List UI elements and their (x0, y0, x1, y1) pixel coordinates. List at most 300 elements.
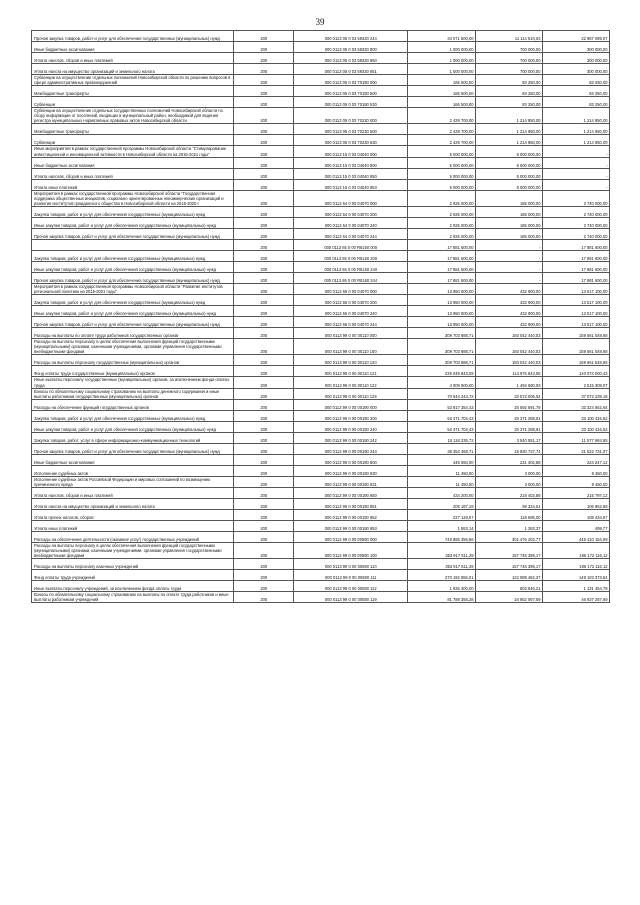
row-remaining: 13 517 100,00 (543, 306, 610, 317)
row-executed: 301 476 202,77 (476, 531, 543, 542)
row-line-code: 200 (234, 228, 294, 239)
row-line-code: 200 (234, 295, 294, 306)
row-budget-code: 000 0113 99 0 00 00590 100 (294, 542, 408, 558)
row-name: Мероприятия в рамках государственной программы Новосибирской области "Развитие институтов региональной политики на 2015-2021 годы" (32, 283, 234, 294)
row-approved: 70 644 244,72 (408, 388, 476, 399)
row-budget-code: 000 0113 99 0 00 00110 120 (294, 355, 408, 366)
row-remaining: 159 661 548,68 (543, 328, 610, 339)
table-row (32, 250, 610, 261)
row-remaining: 83 250,00 (543, 97, 610, 108)
row-budget-code: 000 0113 65 0 00 R5160 000 (294, 239, 408, 250)
row-approved: 445 650,00 (408, 454, 476, 465)
row-name: Субвенции на осуществление отдельных государственных полномочий Новосибирской области по сбору информации от поселений, входящих в муниципальный район, необходимой для ведения регистра муниципальных нормативных правовых актов Новосибирской области (32, 108, 234, 124)
row-line-code: 200 (234, 581, 294, 592)
row-line-code: 200 (234, 306, 294, 317)
row-remaining: - (543, 168, 610, 179)
table-row (32, 190, 610, 206)
row-remaining: 37 072 239,18 (543, 388, 610, 399)
row-line-code: 200 (234, 559, 294, 570)
row-budget-code: 000 0113 99 0 00 00110 122 (294, 377, 408, 388)
row-budget-code: 000 0113 99 0 00 00190 831 (294, 476, 408, 487)
row-budget-code: 000 0113 99 0 00 00190 852 (294, 509, 408, 520)
row-line-code: 200 (234, 283, 294, 294)
row-remaining: - (543, 157, 610, 168)
row-remaining: 33 324 662,64 (543, 399, 610, 410)
row-name: Фонд оплаты труда учреждений (32, 570, 234, 581)
table-row (32, 31, 610, 42)
row-remaining: 1 131 454,79 (543, 581, 610, 592)
row-line-code: 200 (234, 542, 294, 558)
row-name: Иные мероприятия в рамках государственной программы Новосибирской области "Стимулирование инвестиционной и инновационной активности в Новосибирской области на 2015-2021 годы" (32, 146, 234, 157)
row-budget-code: 000 0113 99 0 00 00190 000 (294, 399, 408, 410)
row-name: Иные закупки товаров, работ и услуг для обеспечения государственных (муниципальных) нужд (32, 217, 234, 228)
row-name: Иные выплаты персоналу учреждений, за исключением фонда оплаты труда (32, 581, 234, 592)
row-executed: 185 000,00 (476, 228, 543, 239)
row-executed: 803 845,21 (476, 581, 543, 592)
row-line-code: 200 (234, 168, 294, 179)
row-executed: 5 000 000,00 (476, 146, 543, 157)
row-budget-code: 000 0113 99 0 00 00590 000 (294, 531, 408, 542)
row-line-code: 200 (234, 465, 294, 476)
row-executed: 20 371 288,91 (476, 421, 543, 432)
row-name: Иные закупки товаров, работ и услуг для обеспечения государственных (муниципальных) нужд (32, 306, 234, 317)
row-line-code: 200 (234, 509, 294, 520)
row-executed: 34 852 067,59 (476, 592, 543, 603)
row-executed: 700 000,00 (476, 42, 543, 53)
row-budget-code: 000 0113 99 0 00 00110 129 (294, 388, 408, 399)
row-approved: 353 917 511,29 (408, 542, 476, 558)
table-row (32, 542, 610, 558)
row-name: Субвенции (32, 97, 234, 108)
row-approved: 13 950 000,00 (408, 306, 476, 317)
row-line-code: 200 (234, 97, 294, 108)
row-name: Расходы на выплаты персоналу казенных учреждений (32, 559, 234, 570)
row-approved: 227 129,67 (408, 509, 476, 520)
row-approved: 2 429 700,00 (408, 135, 476, 146)
row-name: Расходы на выплаты персоналу в целях обеспечения выполнения функций государственными (муниципальными) органами, казенными учреждениями, органами управления государственными внебюджетными фондами (32, 542, 234, 558)
row-approved: 353 917 511,29 (408, 559, 476, 570)
row-remaining: 300 000,00 (543, 42, 610, 53)
row-remaining: 499,77 (543, 520, 610, 531)
row-name: Уплата налогов, сборов и иных платежей (32, 168, 234, 179)
row-line-code: 200 (234, 135, 294, 146)
row-approved: 166 500,00 (408, 75, 476, 86)
row-line-code: 200 (234, 454, 294, 465)
row-approved: 15 118 235,72 (408, 432, 476, 443)
row-line-code: 200 (234, 86, 294, 97)
row-executed: 114 975 843,56 (476, 366, 543, 377)
row-executed: 1 214 850,00 (476, 135, 543, 146)
row-approved: 166 500,00 (408, 86, 476, 97)
row-approved: 2 925 000,00 (408, 217, 476, 228)
table-row (32, 487, 610, 498)
row-line-code: 200 (234, 206, 294, 217)
row-name: Расходы на выплаты персоналу в целях обеспечения выполнения функций государственными (муниципальными) органами, казенными учреждениями, органами управления государственными внебюджетными фондами (32, 339, 234, 355)
row-budget-code: 000 0113 64 0 00 04070 200 (294, 206, 408, 217)
row-line-code: 200 (234, 217, 294, 228)
row-budget-code: 000 0113 05 0 03 70230 500 (294, 124, 408, 135)
row-approved: 5 000 000,00 (408, 179, 476, 190)
row-approved: 17 881 600,00 (408, 250, 476, 261)
row-executed: 1 214 850,00 (476, 124, 543, 135)
row-line-code: 200 (234, 531, 294, 542)
table-row (32, 317, 610, 328)
row-line-code: 200 (234, 421, 294, 432)
row-name: Уплата налогов, сборов и иных платежей (32, 53, 234, 64)
row-line-code: 200 (234, 498, 294, 509)
row-approved: 2 429 700,00 (408, 108, 476, 124)
table-row (32, 108, 610, 124)
row-line-code: 200 (234, 31, 294, 42)
row-line-code: 200 (234, 399, 294, 410)
row-line-code: 200 (234, 179, 294, 190)
row-name: Прочая закупка товаров, работ и услуг для обеспечения государственных (муниципальных) нужд (32, 443, 234, 454)
row-remaining: 224 247,12 (543, 454, 610, 465)
row-name: Расходы на выплаты персоналу государственных (муниципальных) органов (32, 355, 234, 366)
row-line-code: 200 (234, 328, 294, 339)
row-remaining: 13 517 100,00 (543, 295, 610, 306)
row-remaining: 11 577 684,55 (543, 432, 610, 443)
row-budget-code: 000 0113 65 0 00 R5160 244 (294, 272, 408, 283)
row-name: Расходы на обеспечение функций государственных органов (32, 399, 234, 410)
row-line-code: 200 (234, 487, 294, 498)
row-line-code: 200 (234, 124, 294, 135)
row-budget-code: 000 0113 66 0 00 04070 000 (294, 283, 408, 294)
row-executed: 11 114 510,63 (476, 31, 543, 42)
row-approved: 2 925 000,00 (408, 206, 476, 217)
row-approved: 53 471 704,43 (408, 410, 476, 421)
row-budget-code: 000 0113 64 0 00 04070 000 (294, 190, 408, 206)
row-remaining: 8 450,00 (543, 465, 610, 476)
row-remaining: 448 410 154,09 (543, 531, 610, 542)
table-row (32, 295, 610, 306)
row-executed: 432 900,00 (476, 283, 543, 294)
row-remaining: 21 522 731,07 (543, 443, 610, 454)
row-name: Иные выплаты персоналу государственных (муниципальных) органов, за исключением фонда оплаты труда (32, 377, 234, 388)
table-row (32, 217, 610, 228)
row-line-code: 200 (234, 42, 294, 53)
table-row (32, 399, 610, 410)
row-line-code: 200 (234, 592, 294, 603)
row-approved: 2 925 000,00 (408, 228, 476, 239)
table-row (32, 366, 610, 377)
row-approved: 17 881 600,00 (408, 272, 476, 283)
row-name: Мероприятия в рамках государственной программы Новосибирской области "Государственная поддержка общественных инициатив, социально ориентированных некоммерческих организаций и развития институтов гражданского общества в Новосибирской области на 2015-2020 г (32, 190, 234, 206)
row-name: Иные бюджетные ассигнования (32, 454, 234, 465)
row-approved: 11 450,00 (408, 465, 476, 476)
row-budget-code: 000 0113 99 0 00 00590 110 (294, 559, 408, 570)
row-approved: 53 917 354,43 (408, 399, 476, 410)
row-approved: 309 703 988,71 (408, 328, 476, 339)
row-remaining: 120 074 000,43 (543, 366, 610, 377)
row-line-code: 200 (234, 366, 294, 377)
table-row (32, 124, 610, 135)
row-name: Уплата прочих налогов, сборов (32, 509, 234, 520)
row-budget-code: 000 0113 99 0 00 00590 111 (294, 570, 408, 581)
row-budget-code: 000 0113 64 0 00 04070 240 (294, 217, 408, 228)
row-line-code: 200 (234, 272, 294, 283)
row-line-code: 200 (234, 355, 294, 366)
row-remaining: 2 515 309,07 (543, 377, 610, 388)
row-name: Иные закупки товаров, работ и услуг для обеспечения государственных (муниципальных) нужд (32, 421, 234, 432)
row-name: Закупка товаров, работ и услуг для обеспечения государственных (муниципальных) нужд (32, 250, 234, 261)
row-approved: 205 187,19 (408, 498, 476, 509)
row-executed: 221 402,88 (476, 454, 543, 465)
row-remaining: 13 517 100,00 (543, 317, 610, 328)
table-row (32, 179, 610, 190)
row-budget-code: 000 0113 99 0 00 00110 121 (294, 366, 408, 377)
row-remaining: 17 881 600,00 (543, 261, 610, 272)
row-remaining: 2 740 000,00 (543, 206, 610, 217)
table-row (32, 97, 610, 108)
row-budget-code: 000 0113 15 0 03 04040 850 (294, 168, 408, 179)
row-budget-code: 000 0113 66 0 00 04070 244 (294, 317, 408, 328)
row-executed: 33 572 005,54 (476, 388, 543, 399)
row-executed: 83 250,00 (476, 97, 543, 108)
table-row (32, 86, 610, 97)
row-line-code: 200 (234, 157, 294, 168)
row-remaining: 17 881 600,00 (543, 272, 610, 283)
row-name: Субвенции на осуществление отдельных полномочий Новосибирской области по решению вопросов в сфере административных правонарушений (32, 75, 234, 86)
table-row (32, 42, 610, 53)
row-name: Закупка товаров, работ, услуг в сфере информационно-коммуникационных технологий (32, 432, 234, 443)
table-row (32, 476, 610, 487)
table-row (32, 498, 610, 509)
row-remaining: 215 797,12 (543, 487, 610, 498)
table-row (32, 443, 610, 454)
row-name: Иные бюджетные ассигнования (32, 42, 234, 53)
row-remaining: 17 881 600,00 (543, 239, 610, 250)
row-executed: 432 900,00 (476, 306, 543, 317)
row-approved: 13 950 000,00 (408, 317, 476, 328)
row-remaining: - (543, 179, 610, 190)
row-executed: 3 540 551,17 (476, 432, 543, 443)
row-name: Фонд оплаты труда государственных (муниципальных) органов (32, 366, 234, 377)
row-executed: 3 000,00 (476, 476, 543, 487)
row-budget-code: 000 0113 99 0 00 00190 244 (294, 443, 408, 454)
row-approved: 5 000 000,00 (408, 157, 476, 168)
row-name: Уплата иных платежей (32, 520, 234, 531)
row-remaining: 1 214 850,00 (543, 135, 610, 146)
row-executed: 122 089 482,37 (476, 570, 543, 581)
row-budget-code: 000 0113 99 0 00 00190 853 (294, 520, 408, 531)
row-remaining: 2 740 000,00 (543, 217, 610, 228)
row-budget-code: 000 0113 05 0 03 59330 851 (294, 64, 408, 75)
row-line-code: 200 (234, 108, 294, 124)
row-remaining: 159 661 548,68 (543, 339, 610, 355)
row-approved: 235 049 843,09 (408, 366, 476, 377)
row-executed: 1 214 850,00 (476, 108, 543, 124)
row-budget-code: 000 0113 05 0 03 59330 800 (294, 42, 408, 53)
row-line-code: 200 (234, 443, 294, 454)
table-row (32, 421, 610, 432)
row-approved: 5 000 000,00 (408, 168, 476, 179)
table-row (32, 64, 610, 75)
row-executed: 5 000 000,00 (476, 168, 543, 179)
row-remaining: 196 172 116,12 (543, 559, 610, 570)
row-approved: 1 935 300,00 (408, 581, 476, 592)
row-executed: 150 042 440,03 (476, 355, 543, 366)
row-approved: 2 925 000,00 (408, 190, 476, 206)
row-budget-code: 000 0113 15 0 03 04040 853 (294, 179, 408, 190)
row-approved: 270 192 856,01 (408, 570, 476, 581)
row-name: Уплата налога на имущество организаций и земельного налога (32, 64, 234, 75)
table-row (32, 559, 610, 570)
row-remaining: 2 740 000,00 (543, 228, 610, 239)
row-executed: 5 000 000,00 (476, 157, 543, 168)
row-executed: 16 830 737,74 (476, 443, 543, 454)
table-row (32, 520, 610, 531)
table-row (32, 135, 610, 146)
row-line-code: 200 (234, 261, 294, 272)
row-executed: 700 000,00 (476, 64, 543, 75)
row-approved: 11 450,00 (408, 476, 476, 487)
row-executed: 218 402,88 (476, 487, 543, 498)
row-name: Прочая закупка товаров, работ и услуг для обеспечения государственных (муниципальных) нужд (32, 228, 234, 239)
row-remaining: 22 957 089,07 (543, 31, 610, 42)
row-name (32, 239, 234, 250)
row-line-code: 200 (234, 75, 294, 86)
table-row (32, 377, 610, 388)
table-row (32, 570, 610, 581)
table-row (32, 339, 610, 355)
row-executed: - (476, 250, 543, 261)
row-executed: 20 592 691,79 (476, 399, 543, 410)
row-executed: 1 383,37 (476, 520, 543, 531)
row-budget-code: 000 0113 99 0 00 00190 830 (294, 465, 408, 476)
row-budget-code: 000 0113 15 0 03 04040 000 (294, 146, 408, 157)
row-budget-code: 000 0113 05 0 03 70190 500 (294, 86, 408, 97)
row-budget-code: 000 0113 99 0 00 00190 800 (294, 454, 408, 465)
row-remaining: 196 172 116,12 (543, 542, 610, 558)
row-approved: 749 885 356,86 (408, 531, 476, 542)
table-row (32, 53, 610, 64)
row-line-code: 200 (234, 520, 294, 531)
table-row (32, 75, 610, 86)
table-row (32, 581, 610, 592)
row-budget-code: 000 0113 65 0 00 R5160 200 (294, 250, 408, 261)
row-remaining: 83 250,00 (543, 75, 610, 86)
row-approved: 38 353 468,71 (408, 443, 476, 454)
row-budget-code: 000 0113 99 0 00 00590 119 (294, 592, 408, 603)
row-approved: 81 789 355,28 (408, 592, 476, 603)
row-executed: 150 042 440,03 (476, 328, 543, 339)
table-row (32, 168, 610, 179)
row-name: Закупка товаров, работ и услуг для обеспечения государственных (муниципальных) нужд (32, 410, 234, 421)
table-row (32, 509, 610, 520)
row-executed: 185 000,00 (476, 206, 543, 217)
table-row (32, 432, 610, 443)
row-line-code: 200 (234, 432, 294, 443)
row-approved: 5 000 000,00 (408, 146, 476, 157)
table-row (32, 261, 610, 272)
row-budget-code: 000 0113 99 0 00 00190 200 (294, 410, 408, 421)
row-budget-code: 000 0113 15 0 03 04040 800 (294, 157, 408, 168)
row-name: Закупка товаров, работ и услуг для обеспечения государственных (муниципальных) нужд (32, 206, 234, 217)
row-executed: 185 000,00 (476, 190, 543, 206)
row-approved: 4 009 900,00 (408, 377, 476, 388)
row-remaining: 148 103 373,64 (543, 570, 610, 581)
row-name: Межбюджетные трансферты (32, 86, 234, 97)
row-name: Прочая закупка товаров, работ и услуг для обеспечения государственных (муниципальных) нужд (32, 272, 234, 283)
row-remaining: 17 881 600,00 (543, 250, 610, 261)
table-row (32, 146, 610, 157)
row-budget-code: 000 0113 05 0 03 59330 850 (294, 53, 408, 64)
row-remaining: 159 661 548,68 (543, 355, 610, 366)
row-name: Уплата налога на имущество организаций и земельного налога (32, 498, 234, 509)
row-remaining: 1 214 850,00 (543, 108, 610, 124)
row-approved: 34 071 500,00 (408, 31, 476, 42)
row-executed: 150 042 440,03 (476, 339, 543, 355)
row-remaining: 106 862,58 (543, 498, 610, 509)
row-executed: 3 000,00 (476, 465, 543, 476)
row-budget-code: 000 0113 64 0 00 04070 244 (294, 228, 408, 239)
row-name: Иные бюджетные ассигнования (32, 157, 234, 168)
row-budget-code: 000 0113 05 0 03 70230 000 (294, 108, 408, 124)
row-remaining: 1 214 850,00 (543, 124, 610, 135)
row-name: Уплата иных платежей (32, 179, 234, 190)
row-executed: 185 000,00 (476, 217, 543, 228)
row-executed: 98 324,61 (476, 498, 543, 509)
row-budget-code: 000 0113 99 0 00 00190 851 (294, 498, 408, 509)
row-remaining: 33 100 415,52 (543, 410, 610, 421)
row-budget-code: 000 0113 99 0 00 00190 850 (294, 487, 408, 498)
row-approved: 17 881 600,00 (408, 239, 476, 250)
row-approved: 1 883,14 (408, 520, 476, 531)
row-remaining: 46 937 287,69 (543, 592, 610, 603)
row-budget-code: 000 0113 99 0 00 00110 000 (294, 328, 408, 339)
row-approved: 17 881 600,00 (408, 261, 476, 272)
row-line-code: 200 (234, 250, 294, 261)
row-approved: 309 703 988,71 (408, 339, 476, 355)
row-approved: 1 000 000,00 (408, 53, 476, 64)
row-approved: 309 703 988,71 (408, 355, 476, 366)
row-name: Исполнение судебных актов Российской Федерации и мировых соглашений по возмещению причиненного вреда (32, 476, 234, 487)
table-row (32, 272, 610, 283)
row-line-code: 200 (234, 64, 294, 75)
row-remaining: 108 434,67 (543, 509, 610, 520)
row-name: Субвенции (32, 135, 234, 146)
table-row (32, 454, 610, 465)
row-remaining: 300 000,00 (543, 53, 610, 64)
row-executed: 118 695,00 (476, 509, 543, 520)
row-line-code: 200 (234, 388, 294, 399)
row-budget-code: 000 0113 05 0 03 70190 530 (294, 97, 408, 108)
table-row (32, 410, 610, 421)
row-budget-code: 000 0113 99 0 00 00190 242 (294, 432, 408, 443)
table-row (32, 328, 610, 339)
row-name: Исполнение судебных актов (32, 465, 234, 476)
row-executed: - (476, 261, 543, 272)
table-row (32, 306, 610, 317)
row-line-code: 200 (234, 377, 294, 388)
row-budget-code: 000 0113 05 0 03 70190 000 (294, 75, 408, 86)
row-remaining: - (543, 146, 610, 157)
row-remaining: 8 450,00 (543, 476, 610, 487)
row-remaining: 83 250,00 (543, 86, 610, 97)
row-executed: 83 250,00 (476, 75, 543, 86)
row-name: Прочая закупка товаров, работ и услуг для обеспечения государственных (муниципальных) нужд (32, 317, 234, 328)
row-budget-code: 000 0113 66 0 00 04070 200 (294, 295, 408, 306)
table-row (32, 355, 610, 366)
row-name: Закупка товаров, работ и услуг для обеспечения государственных (муниципальных) нужд (32, 295, 234, 306)
row-line-code: 200 (234, 410, 294, 421)
table-row (32, 206, 610, 217)
table-row (32, 465, 610, 476)
table-row (32, 239, 610, 250)
row-line-code: 200 (234, 570, 294, 581)
row-name: Иные закупки товаров, работ и услуг для обеспечения государственных (муниципальных) нужд (32, 261, 234, 272)
